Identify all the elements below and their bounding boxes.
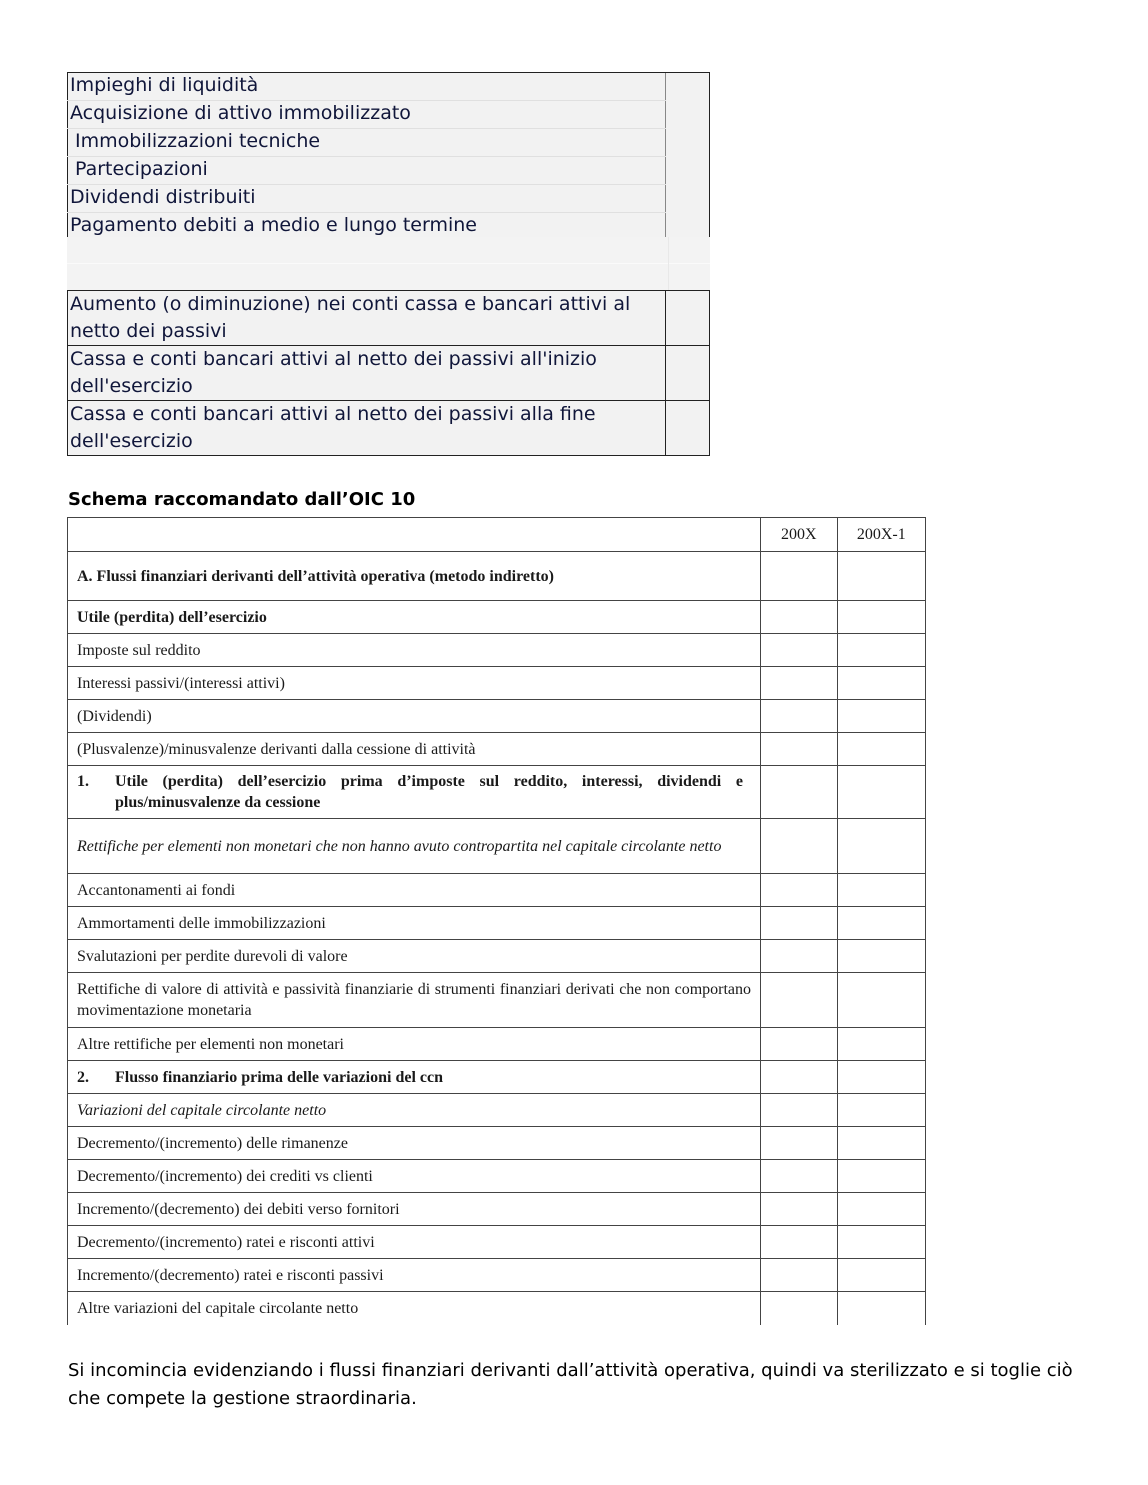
section-heading: Schema raccomandato dall’OIC 10	[68, 489, 416, 510]
table-row-label: Altre variazioni del capitale circolante netto	[68, 1292, 761, 1325]
table-row-label: Pagamento debiti a medio e lungo termine	[68, 213, 666, 241]
column-header: 200X	[761, 518, 838, 552]
table-row-label: Cassa e conti bancari attivi al netto dei passivi all'inizio dell'esercizio	[68, 346, 666, 401]
table-row-label: Flusso finanziario prima delle variazioni del ccn	[115, 1068, 443, 1086]
table-row-label: Incremento/(decremento) ratei e risconti passivi	[68, 1259, 761, 1292]
body-paragraph: Si incomincia evidenziando i flussi finanziari derivanti dall’attività operativa, quindi va sterilizzato e si toglie ciò che compete la gestione straordinaria.	[68, 1360, 1073, 1409]
table-row-label: (Dividendi)	[68, 700, 761, 733]
table-row-label: Altre rettifiche per elementi non monetari	[68, 1028, 761, 1061]
table-row-label: Aumento (o diminuzione) nei conti cassa e bancari attivi al netto dei passivi	[68, 291, 666, 346]
table-row-label: Rettifiche per elementi non monetari che non hanno avuto contropartita nel capitale circolante netto	[68, 819, 761, 874]
table-row-label: Decremento/(incremento) dei crediti vs clienti	[68, 1160, 761, 1193]
table-row-label: Decremento/(incremento) ratei e risconti attivi	[68, 1226, 761, 1259]
row-number: 1.	[77, 773, 89, 790]
oic10-cashflow-table	[67, 517, 926, 1325]
table-row-label: Dividendi distribuiti	[68, 185, 666, 213]
blank-band	[67, 237, 710, 290]
table-row-label: Svalutazioni per perdite durevoli di valore	[68, 940, 761, 973]
liquidity-uses-table	[67, 72, 710, 241]
row-number: 2.	[77, 1068, 89, 1086]
table-row-label: A. Flussi finanziari derivanti dell’attività operativa (metodo indiretto)	[68, 552, 761, 601]
table-row-label: Cassa e conti bancari attivi al netto dei passivi alla fine dell'esercizio	[68, 401, 666, 456]
table-row-label: Incremento/(decremento) dei debiti verso fornitori	[68, 1193, 761, 1226]
column-header: 200X-1	[837, 518, 925, 552]
table-row-label: Decremento/(incremento) delle rimanenze	[68, 1127, 761, 1160]
table-row-label: Impieghi di liquidità	[68, 73, 666, 101]
table-row-label: Rettifiche di valore di attività e passività finanziarie di strumenti finanziari derivati che non comportano movimentazione monetaria	[68, 973, 761, 1028]
table-row-label: Utile (perdita) dell’esercizio prima d’imposte sul reddito, interessi, dividendi e plus/minusvalenze da cessione	[115, 773, 743, 811]
table-row-label: Variazioni del capitale circolante netto	[68, 1094, 761, 1127]
table-row-label: Ammortamenti delle immobilizzazioni	[68, 907, 761, 940]
table-row-label: Interessi passivi/(interessi attivi)	[68, 667, 761, 700]
table-row-label: (Plusvalenze)/minusvalenze derivanti dalla cessione di attività	[68, 733, 761, 766]
cash-balance-table	[67, 290, 710, 456]
table-row-label: Imposte sul reddito	[68, 634, 761, 667]
table-row-label: Partecipazioni	[75, 158, 208, 180]
table-row-label: Accantonamenti ai fondi	[68, 874, 761, 907]
table-row-label: Utile (perdita) dell’esercizio	[68, 601, 761, 634]
table-row-label: Immobilizzazioni tecniche	[75, 130, 321, 152]
table-row-label: Acquisizione di attivo immobilizzato	[68, 101, 666, 129]
